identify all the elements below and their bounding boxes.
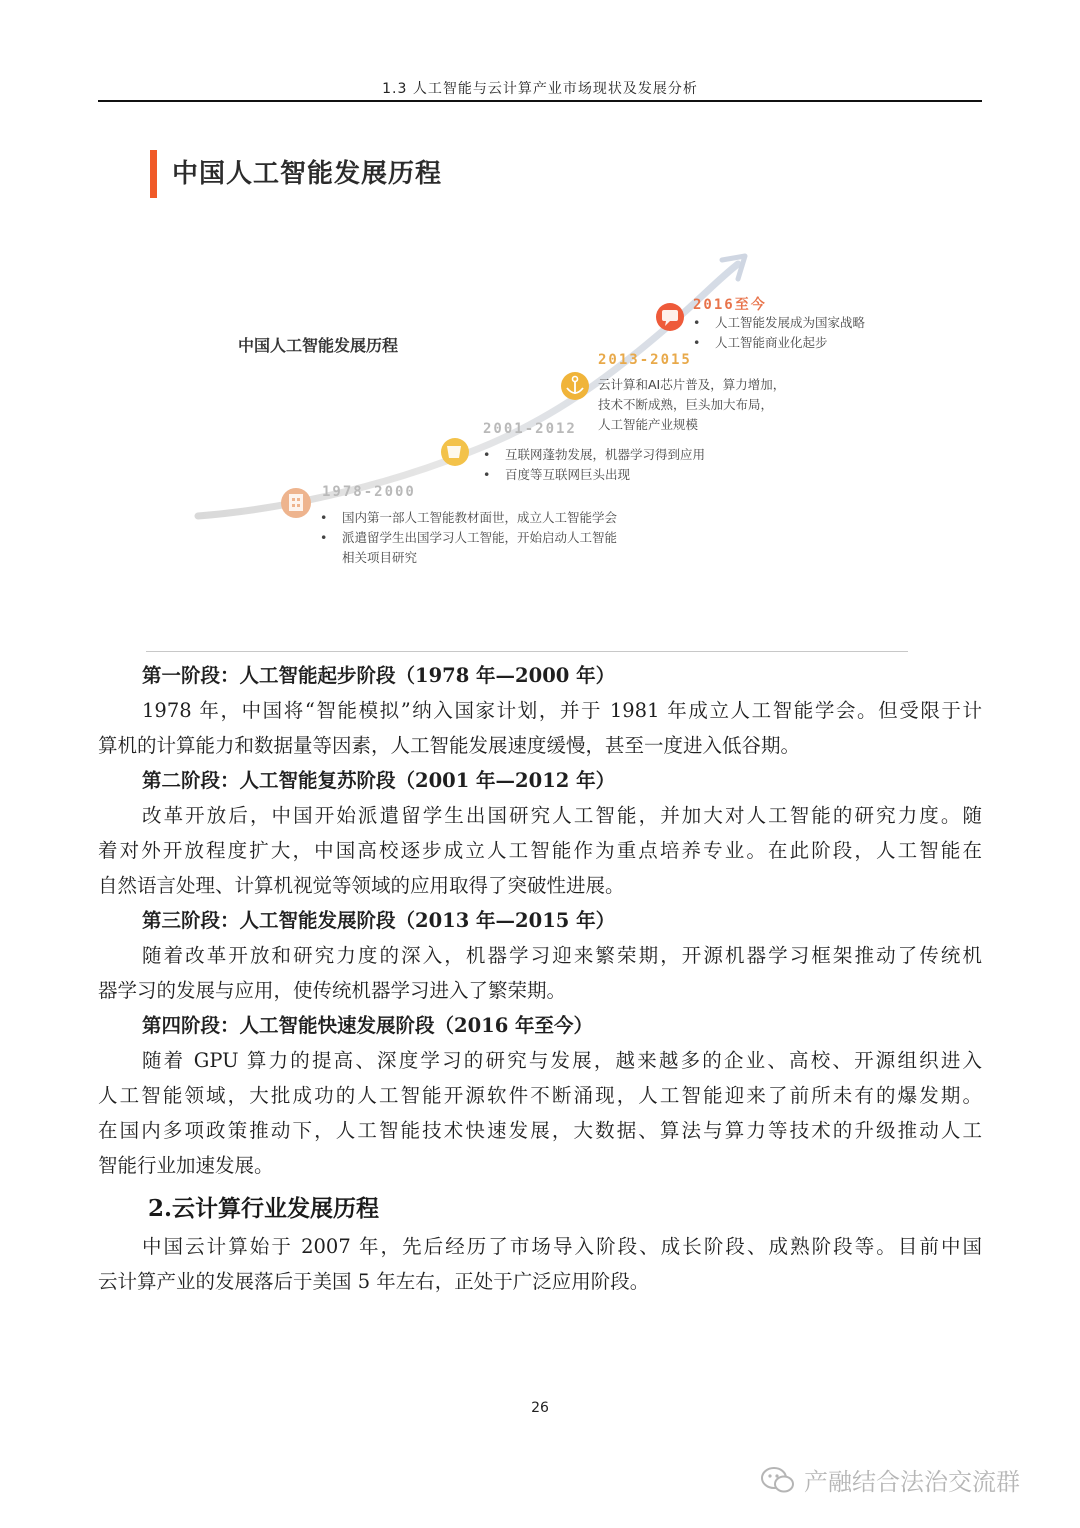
stage4-heading: 第四阶段：人工智能快速发展阶段（2016 年至今） — [142, 1014, 594, 1037]
figure-subtitle: 中国人工智能发展历程 — [238, 336, 399, 355]
paragraph-line: 自然语言处理、计算机视觉等领域的应用取得了突破性进展。 — [98, 874, 625, 897]
paragraph-line: 器学习的发展与应用，使传统机器学习进入了繁荣期。 — [98, 979, 567, 1002]
paragraph-line: 改革开放后，中国开始派遣留学生出国研究人工智能，并加大对人工智能的研究力度。随 — [142, 804, 982, 827]
stage-years: 1978-2000 — [322, 484, 416, 500]
chat-icon — [656, 303, 684, 331]
cup-icon — [441, 438, 469, 466]
watermark-text: 产融结合法治交流群 — [804, 1468, 1020, 1496]
stage1-heading: 第一阶段：人工智能起步阶段（1978 年—2000 年） — [142, 664, 616, 687]
watermark — [760, 1462, 1020, 1497]
stage-text: 技术不断成熟，巨头加大布局， — [598, 397, 774, 412]
stage-text: 云计算和AI芯片普及，算力增加， — [598, 377, 786, 392]
stage-text: • 派遣留学生出国学习人工智能，开始启动人工智能 — [320, 530, 618, 545]
stage-text: 人工智能产业规模 — [598, 417, 699, 432]
stage-text: • 人工智能发展成为国家战略 — [693, 315, 866, 330]
figure-title: 中国人工智能发展历程 — [172, 159, 443, 189]
stage-years: 2016至今 — [693, 297, 767, 313]
paragraph-line: 智能行业加速发展。 — [98, 1154, 274, 1177]
paragraph-line: 着对外开放程度扩大，中国高校逐步成立人工智能作为重点培养专业。在此阶段，人工智能在 — [98, 839, 982, 862]
body-text — [98, 658, 982, 1183]
paragraph-line: 随着 GPU 算力的提高、深度学习的研究与发展，越来越多的企业、高校、开源组织进入 — [142, 1049, 982, 1072]
page-number: 26 — [531, 1400, 549, 1416]
running-header: 1.3 人工智能与云计算产业市场现状及发展分析 — [382, 81, 698, 97]
section2-title: 2.云计算行业发展历程 — [148, 1195, 380, 1222]
paragraph-line: 中国云计算始于 2007 年，先后经历了市场导入阶段、成长阶段、成熟阶段等。目前中国 — [142, 1235, 982, 1258]
paragraph-line: 1978 年，中国将“智能模拟”纳入国家计划，并于 1981 年成立人工智能学会。但受限于计 — [142, 699, 982, 722]
stage-text: • 互联网蓬勃发展，机器学习得到应用 — [483, 447, 706, 462]
wechat-icon — [760, 1465, 796, 1495]
building-icon — [281, 488, 311, 518]
stage-years: 2001-2012 — [483, 421, 577, 437]
anchor-icon — [561, 372, 589, 400]
section2-body — [98, 1229, 982, 1299]
stage-text: • 百度等互联网巨头出现 — [483, 467, 631, 482]
stage-text: 相关项目研究 — [342, 550, 418, 565]
paragraph-line: 人工智能领域，大批成功的人工智能开源软件不断涌现，人工智能迎来了前所未有的爆发期。 — [98, 1084, 982, 1107]
figure-bottom-rule — [146, 651, 908, 652]
paragraph-line: 算机的计算能力和数据量等因素，人工智能发展速度缓慢，甚至一度进入低谷期。 — [98, 734, 801, 757]
timeline-graphic — [0, 0, 1080, 660]
stage3-heading: 第三阶段：人工智能发展阶段（2013 年—2015 年） — [142, 909, 616, 932]
stage-years: 2013-2015 — [598, 352, 692, 368]
stage2-heading: 第二阶段：人工智能复苏阶段（2001 年—2012 年） — [142, 769, 616, 792]
stage-text: • 人工智能商业化起步 — [693, 335, 828, 350]
stage-text: • 国内第一部人工智能教材面世，成立人工智能学会 — [320, 510, 618, 525]
paragraph-line: 云计算产业的发展落后于美国 5 年左右，正处于广泛应用阶段。 — [98, 1270, 650, 1293]
paragraph-line: 在国内多项政策推动下，人工智能技术快速发展，大数据、算法与算力等技术的升级推动人工 — [98, 1119, 982, 1142]
paragraph-line: 随着改革开放和研究力度的深入，机器学习迎来繁荣期，开源机器学习框架推动了传统机 — [142, 944, 982, 967]
